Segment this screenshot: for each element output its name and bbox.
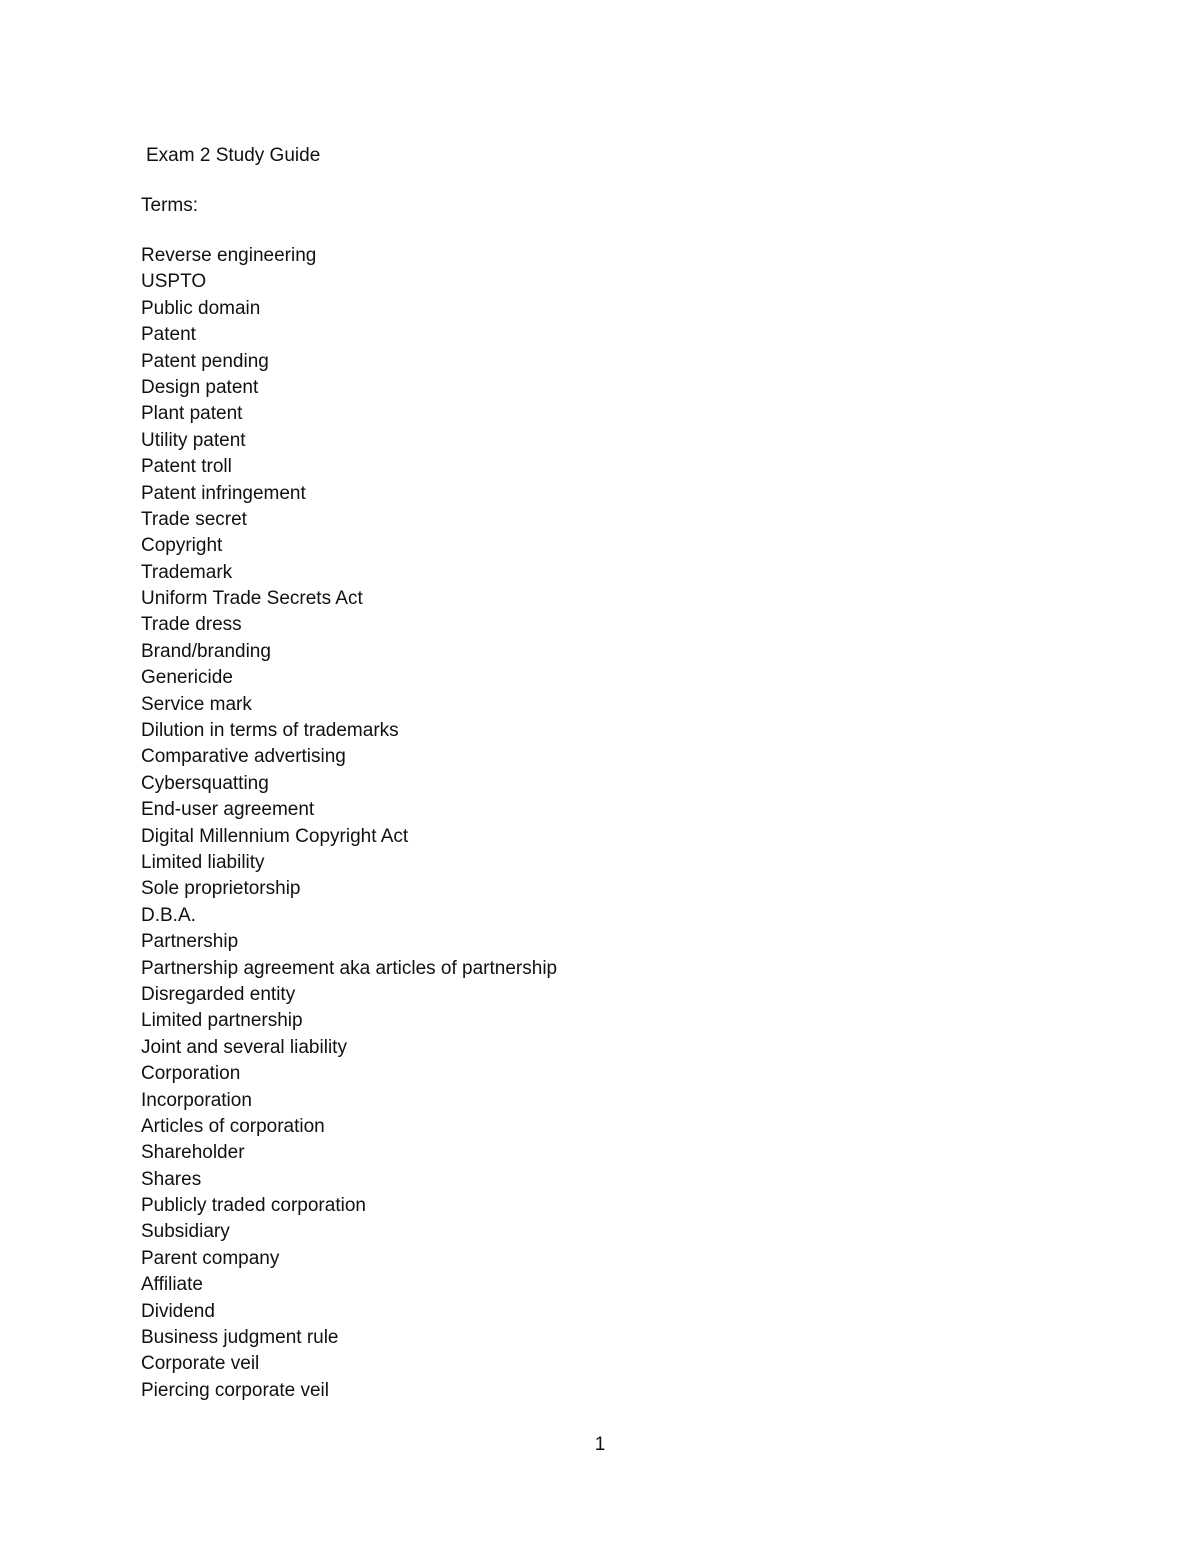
term-item: Brand/branding xyxy=(141,640,271,662)
term-item: Genericide xyxy=(141,667,233,689)
terms-list xyxy=(141,243,557,1404)
term-item: Digital Millennium Copyright Act xyxy=(141,825,409,847)
term-item: Plant patent xyxy=(141,403,243,425)
term-item: Trade dress xyxy=(141,614,242,636)
term-item: Parent company xyxy=(141,1247,280,1269)
term-item: Corporate veil xyxy=(141,1353,260,1375)
term-item: Sole proprietorship xyxy=(141,878,301,900)
term-item: Limited partnership xyxy=(141,1010,303,1032)
term-item: Dividend xyxy=(141,1300,215,1322)
term-item: Incorporation xyxy=(141,1089,252,1111)
term-item: Patent pending xyxy=(141,350,269,372)
term-item: Partnership agreement aka articles of partnership xyxy=(141,957,558,979)
term-item: Partnership xyxy=(141,931,239,953)
term-item: End-user agreement xyxy=(141,799,315,821)
term-item: Cybersquatting xyxy=(141,772,269,794)
term-item: Subsidiary xyxy=(141,1221,230,1243)
term-item: Piercing corporate veil xyxy=(141,1379,329,1401)
term-item: Reverse engineering xyxy=(141,245,317,266)
term-item: Shares xyxy=(141,1168,202,1190)
term-item: Trademark xyxy=(141,561,233,583)
term-item: D.B.A. xyxy=(141,904,196,926)
page-number: 1 xyxy=(594,1434,606,1455)
term-item: Service mark xyxy=(141,693,252,715)
term-item: Uniform Trade Secrets Act xyxy=(141,588,363,610)
term-item: Articles of corporation xyxy=(141,1115,325,1137)
term-item: Patent infringement xyxy=(141,482,306,504)
term-item: Utility patent xyxy=(141,429,246,451)
term-item: Trade secret xyxy=(141,508,247,530)
term-item: Public domain xyxy=(141,297,261,319)
term-item: Corporation xyxy=(141,1063,241,1085)
term-item: Comparative advertising xyxy=(141,746,346,768)
terms-heading: Terms: xyxy=(141,195,198,216)
term-item: Copyright xyxy=(141,535,223,557)
term-item: Limited liability xyxy=(141,851,265,873)
term-item: Publicly traded corporation xyxy=(141,1195,366,1217)
term-item: Design patent xyxy=(141,376,259,398)
term-item: Patent xyxy=(141,324,196,346)
term-item: Shareholder xyxy=(141,1142,245,1164)
term-item: Disregarded entity xyxy=(141,983,296,1005)
term-item: USPTO xyxy=(141,271,207,293)
term-item: Joint and several liability xyxy=(141,1036,347,1058)
term-item: Dilution in terms of trademarks xyxy=(141,720,399,742)
term-item: Affiliate xyxy=(141,1274,203,1296)
term-item: Business judgment rule xyxy=(141,1327,339,1349)
term-item: Patent troll xyxy=(141,456,232,478)
document-title: Exam 2 Study Guide xyxy=(146,145,321,166)
